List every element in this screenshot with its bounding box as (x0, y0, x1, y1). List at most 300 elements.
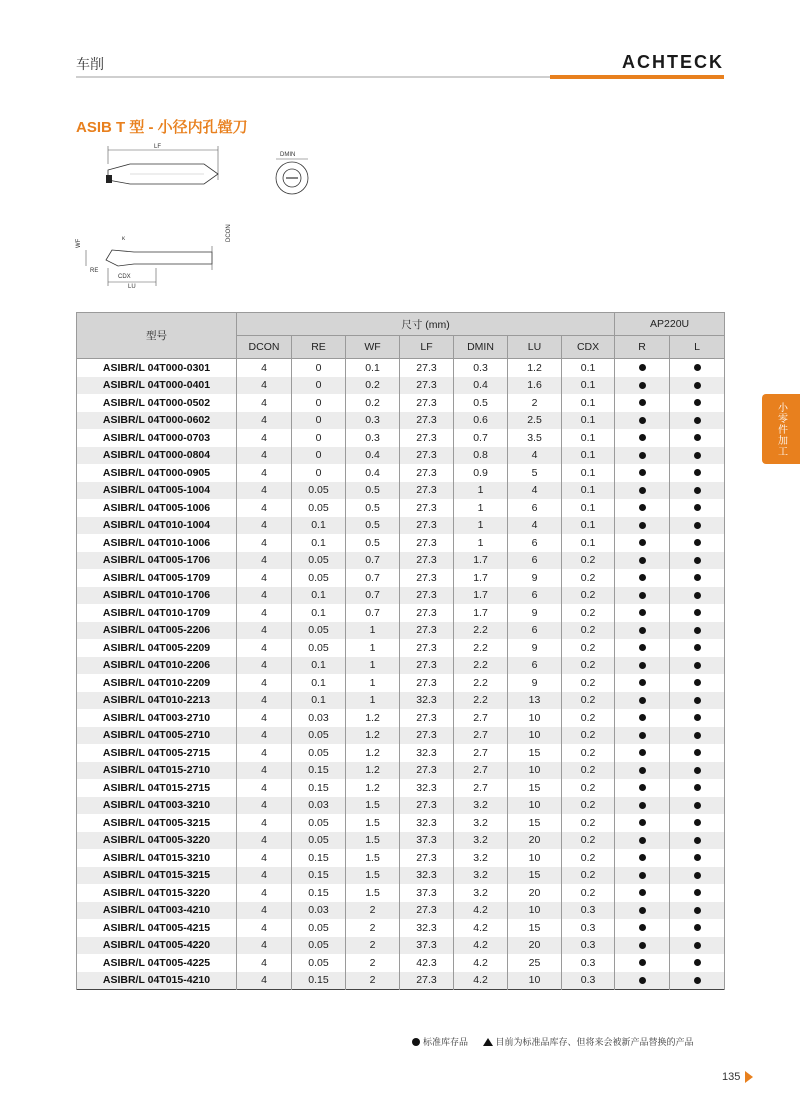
table-row (77, 832, 725, 850)
model-cell: ASIBR/L 04T005-4225 (77, 954, 237, 972)
stock-dot-icon (694, 959, 701, 966)
value-cell: 0.3 (562, 954, 615, 972)
stock-dot-icon (639, 557, 646, 564)
value-cell: 1.5 (346, 797, 400, 815)
grade-r-cell (615, 482, 670, 500)
value-cell: 0 (292, 394, 346, 412)
stock-dot-icon (694, 662, 701, 669)
value-cell: 32.3 (400, 867, 454, 885)
table-row (77, 867, 725, 885)
model-cell: ASIBR/L 04T005-1709 (77, 569, 237, 587)
stock-dot-icon (694, 557, 701, 564)
model-cell: ASIBR/L 04T010-2213 (77, 692, 237, 710)
value-cell: 37.3 (400, 884, 454, 902)
stock-dot-icon (694, 697, 701, 704)
value-cell: 1.6 (508, 377, 562, 395)
table-row (77, 972, 725, 990)
value-cell: 0.2 (562, 622, 615, 640)
value-cell: 1.5 (346, 849, 400, 867)
value-cell: 0 (292, 464, 346, 482)
table-row (77, 919, 725, 937)
value-cell: 27.3 (400, 587, 454, 605)
grade-l-cell (670, 902, 725, 920)
stock-dot-icon (694, 732, 701, 739)
grade-l-cell (670, 569, 725, 587)
stock-dot-icon (694, 679, 701, 686)
value-cell: 2.7 (454, 709, 508, 727)
value-cell: 0.05 (292, 727, 346, 745)
value-cell: 10 (508, 762, 562, 780)
table-row (77, 359, 725, 377)
value-cell: 0.2 (562, 657, 615, 675)
model-cell: ASIBR/L 04T003-2710 (77, 709, 237, 727)
col-header-lu: LU (508, 336, 562, 359)
tool-detail-diagram (72, 224, 242, 296)
stock-dot-icon (639, 837, 646, 844)
value-cell: 6 (508, 657, 562, 675)
value-cell: 0.7 (454, 429, 508, 447)
model-cell: ASIBR/L 04T000-0301 (77, 359, 237, 377)
value-cell: 0.1 (562, 359, 615, 377)
grade-l-cell (670, 657, 725, 675)
grade-l-cell (670, 832, 725, 850)
value-cell: 10 (508, 972, 562, 990)
stock-dot-icon (639, 679, 646, 686)
value-cell: 0.2 (562, 762, 615, 780)
page-number: 135 (722, 1071, 741, 1083)
grade-l-cell (670, 727, 725, 745)
grade-l-cell (670, 412, 725, 430)
stock-dot-icon (694, 364, 701, 371)
value-cell: 4 (237, 517, 292, 535)
lf-label: LF (154, 144, 162, 150)
value-cell: 0.2 (562, 814, 615, 832)
table-row (77, 587, 725, 605)
grade-r-cell (615, 867, 670, 885)
value-cell: 1 (454, 499, 508, 517)
value-cell: 27.3 (400, 709, 454, 727)
grade-r-cell (615, 657, 670, 675)
stock-dot-icon (694, 592, 701, 599)
model-cell: ASIBR/L 04T015-2710 (77, 762, 237, 780)
value-cell: 27.3 (400, 674, 454, 692)
value-cell: 1 (346, 639, 400, 657)
table-row (77, 517, 725, 535)
value-cell: 4 (237, 797, 292, 815)
grade-r-cell (615, 779, 670, 797)
value-cell: 2.2 (454, 692, 508, 710)
table-row (77, 709, 725, 727)
value-cell: 4 (237, 762, 292, 780)
value-cell: 0.15 (292, 884, 346, 902)
stock-dot-icon (639, 627, 646, 634)
grade-l-cell (670, 919, 725, 937)
grade-l-cell (670, 552, 725, 570)
value-cell: 42.3 (400, 954, 454, 972)
grade-r-cell (615, 412, 670, 430)
stock-dot-icon (639, 802, 646, 809)
value-cell: 4 (237, 359, 292, 377)
value-cell: 9 (508, 639, 562, 657)
value-cell: 0.2 (562, 884, 615, 902)
grade-r-cell (615, 814, 670, 832)
value-cell: 0.1 (346, 359, 400, 377)
model-cell: ASIBR/L 04T000-0401 (77, 377, 237, 395)
value-cell: 4 (237, 832, 292, 850)
legend-stock: 标准库存品 (423, 1037, 469, 1047)
table-row (77, 534, 725, 552)
grade-r-cell (615, 744, 670, 762)
value-cell: 0.2 (562, 797, 615, 815)
value-cell: 2 (346, 937, 400, 955)
value-cell: 1.5 (346, 884, 400, 902)
table-row (77, 762, 725, 780)
header-rule (76, 76, 550, 78)
stock-dot-icon (694, 767, 701, 774)
table-row (77, 464, 725, 482)
stock-dot-icon (694, 942, 701, 949)
col-header-cdx: CDX (562, 336, 615, 359)
value-cell: 0.15 (292, 779, 346, 797)
model-cell: ASIBR/L 04T010-2209 (77, 674, 237, 692)
table-row (77, 447, 725, 465)
replaced-triangle-icon (483, 1038, 493, 1046)
value-cell: 2 (346, 919, 400, 937)
value-cell: 0.2 (346, 394, 400, 412)
value-cell: 0 (292, 412, 346, 430)
value-cell: 4 (237, 394, 292, 412)
col-header-r: R (615, 336, 670, 359)
value-cell: 0.2 (562, 674, 615, 692)
grade-r-cell (615, 674, 670, 692)
grade-r-cell (615, 954, 670, 972)
value-cell: 27.3 (400, 797, 454, 815)
value-cell: 4 (237, 849, 292, 867)
value-cell: 1 (454, 534, 508, 552)
kr-label: κ (122, 236, 125, 242)
lu-label: LU (128, 284, 136, 290)
stock-dot-icon (639, 644, 646, 651)
model-cell: ASIBR/L 04T010-1706 (77, 587, 237, 605)
value-cell: 4 (508, 517, 562, 535)
value-cell: 27.3 (400, 429, 454, 447)
stock-dot-icon (639, 714, 646, 721)
value-cell: 0.2 (562, 587, 615, 605)
section-category: 车削 (76, 56, 104, 72)
stock-dot-icon (639, 907, 646, 914)
col-header-dimensions: 尺寸 (mm) (237, 313, 615, 336)
grade-l-cell (670, 779, 725, 797)
value-cell: 2.2 (454, 622, 508, 640)
grade-l-cell (670, 517, 725, 535)
value-cell: 1 (346, 674, 400, 692)
value-cell: 4 (237, 692, 292, 710)
side-tab-small-parts[interactable]: 小零件加工 (762, 394, 800, 464)
value-cell: 4 (237, 639, 292, 657)
model-cell: ASIBR/L 04T000-0804 (77, 447, 237, 465)
table-row (77, 937, 725, 955)
value-cell: 10 (508, 709, 562, 727)
value-cell: 4 (237, 972, 292, 990)
table-row (77, 429, 725, 447)
grade-l-cell (670, 429, 725, 447)
value-cell: 0.7 (346, 552, 400, 570)
table-row (77, 499, 725, 517)
stock-dot-icon (694, 802, 701, 809)
tool-end-view-diagram (268, 148, 318, 198)
value-cell: 0.2 (562, 744, 615, 762)
value-cell: 0.15 (292, 972, 346, 990)
stock-dot-icon (639, 382, 646, 389)
value-cell: 32.3 (400, 814, 454, 832)
stock-dot-icon (694, 522, 701, 529)
table-row (77, 954, 725, 972)
stock-dot-icon (639, 854, 646, 861)
value-cell: 0.2 (562, 552, 615, 570)
grade-r-cell (615, 429, 670, 447)
stock-dot-icon (694, 539, 701, 546)
cdx-label: CDX (118, 274, 131, 280)
value-cell: 0.2 (562, 709, 615, 727)
grade-l-cell (670, 587, 725, 605)
model-cell: ASIBR/L 04T003-4210 (77, 902, 237, 920)
value-cell: 27.3 (400, 517, 454, 535)
value-cell: 4 (237, 919, 292, 937)
table-row (77, 412, 725, 430)
page-title: ASIB T 型 - 小径内孔镗刀 (76, 119, 248, 136)
stock-dot-icon (694, 819, 701, 826)
value-cell: 0.05 (292, 937, 346, 955)
grade-l-cell (670, 867, 725, 885)
grade-l-cell (670, 884, 725, 902)
grade-r-cell (615, 447, 670, 465)
grade-r-cell (615, 394, 670, 412)
value-cell: 0.1 (562, 412, 615, 430)
stock-dot-icon (694, 837, 701, 844)
value-cell: 0.15 (292, 867, 346, 885)
value-cell: 2 (346, 972, 400, 990)
value-cell: 0.1 (562, 517, 615, 535)
value-cell: 4 (237, 552, 292, 570)
value-cell: 27.3 (400, 552, 454, 570)
table-row (77, 482, 725, 500)
stock-dot-icon (639, 767, 646, 774)
grade-r-cell (615, 464, 670, 482)
value-cell: 3.5 (508, 429, 562, 447)
value-cell: 0 (292, 377, 346, 395)
value-cell: 27.3 (400, 849, 454, 867)
stock-dot-icon (694, 644, 701, 651)
tool-side-view-diagram (100, 140, 230, 200)
value-cell: 4 (237, 814, 292, 832)
grade-r-cell (615, 552, 670, 570)
model-cell: ASIBR/L 04T005-1706 (77, 552, 237, 570)
value-cell: 10 (508, 849, 562, 867)
grade-r-cell (615, 569, 670, 587)
grade-l-cell (670, 394, 725, 412)
value-cell: 1 (346, 657, 400, 675)
grade-l-cell (670, 972, 725, 990)
value-cell: 0.3 (346, 412, 400, 430)
value-cell: 0.3 (562, 937, 615, 955)
stock-dot-icon (694, 434, 701, 441)
value-cell: 9 (508, 569, 562, 587)
value-cell: 1.5 (346, 814, 400, 832)
value-cell: 0.3 (562, 972, 615, 990)
value-cell: 0.05 (292, 569, 346, 587)
model-cell: ASIBR/L 04T005-4220 (77, 937, 237, 955)
value-cell: 1 (454, 482, 508, 500)
value-cell: 0.05 (292, 954, 346, 972)
grade-r-cell (615, 639, 670, 657)
grade-r-cell (615, 919, 670, 937)
value-cell: 0.05 (292, 919, 346, 937)
value-cell: 0.2 (562, 849, 615, 867)
value-cell: 0.2 (562, 692, 615, 710)
stock-dot-icon (694, 382, 701, 389)
grade-l-cell (670, 674, 725, 692)
value-cell: 3.2 (454, 867, 508, 885)
stock-dot-icon (639, 872, 646, 879)
grade-r-cell (615, 937, 670, 955)
stock-dot-icon (694, 889, 701, 896)
value-cell: 2 (346, 902, 400, 920)
value-cell: 15 (508, 867, 562, 885)
stock-dot-icon (694, 627, 701, 634)
model-cell: ASIBR/L 04T005-2710 (77, 727, 237, 745)
next-page-arrow-icon[interactable] (745, 1071, 753, 1083)
value-cell: 6 (508, 587, 562, 605)
grade-r-cell (615, 377, 670, 395)
value-cell: 4 (237, 622, 292, 640)
value-cell: 0.2 (562, 639, 615, 657)
value-cell: 4 (237, 709, 292, 727)
value-cell: 20 (508, 832, 562, 850)
stock-dot-icon (639, 942, 646, 949)
stock-dot-icon (639, 889, 646, 896)
value-cell: 27.3 (400, 972, 454, 990)
stock-dot-icon (639, 609, 646, 616)
table-row (77, 674, 725, 692)
stock-dot-icon (639, 539, 646, 546)
value-cell: 32.3 (400, 919, 454, 937)
value-cell: 0.05 (292, 639, 346, 657)
stock-dot-icon (412, 1038, 420, 1046)
stock-dot-icon (694, 609, 701, 616)
table-row (77, 727, 725, 745)
grade-l-cell (670, 692, 725, 710)
grade-l-cell (670, 534, 725, 552)
grade-r-cell (615, 604, 670, 622)
value-cell: 0 (292, 359, 346, 377)
model-cell: ASIBR/L 04T015-3220 (77, 884, 237, 902)
value-cell: 15 (508, 919, 562, 937)
value-cell: 4 (237, 744, 292, 762)
value-cell: 4.2 (454, 919, 508, 937)
value-cell: 3.2 (454, 832, 508, 850)
value-cell: 4.2 (454, 902, 508, 920)
value-cell: 6 (508, 622, 562, 640)
grade-r-cell (615, 849, 670, 867)
value-cell: 0.4 (454, 377, 508, 395)
value-cell: 15 (508, 744, 562, 762)
value-cell: 0.3 (346, 429, 400, 447)
value-cell: 15 (508, 779, 562, 797)
value-cell: 0.1 (292, 674, 346, 692)
col-header-re: RE (292, 336, 346, 359)
grade-r-cell (615, 499, 670, 517)
value-cell: 5 (508, 464, 562, 482)
value-cell: 27.3 (400, 377, 454, 395)
re-label: RE (90, 268, 99, 274)
value-cell: 27.3 (400, 447, 454, 465)
value-cell: 0.2 (562, 867, 615, 885)
stock-dot-icon (694, 977, 701, 984)
stock-dot-icon (639, 364, 646, 371)
grade-l-cell (670, 814, 725, 832)
value-cell: 0.05 (292, 622, 346, 640)
grade-l-cell (670, 709, 725, 727)
value-cell: 6 (508, 499, 562, 517)
value-cell: 0.03 (292, 797, 346, 815)
value-cell: 4.2 (454, 954, 508, 972)
value-cell: 4.2 (454, 972, 508, 990)
value-cell: 0.03 (292, 902, 346, 920)
value-cell: 0.1 (562, 534, 615, 552)
table-row (77, 744, 725, 762)
model-cell: ASIBR/L 04T000-0502 (77, 394, 237, 412)
wf-label: WF (76, 238, 82, 248)
grade-l-cell (670, 954, 725, 972)
value-cell: 0.2 (562, 832, 615, 850)
value-cell: 3.2 (454, 797, 508, 815)
value-cell: 0.5 (346, 534, 400, 552)
stock-dot-icon (694, 872, 701, 879)
value-cell: 6 (508, 534, 562, 552)
col-header-grade: AP220U (615, 313, 725, 336)
value-cell: 37.3 (400, 937, 454, 955)
grade-r-cell (615, 797, 670, 815)
stock-dot-icon (639, 399, 646, 406)
grade-r-cell (615, 622, 670, 640)
model-cell: ASIBR/L 04T005-2715 (77, 744, 237, 762)
spec-table (76, 312, 725, 990)
table-row (77, 552, 725, 570)
value-cell: 27.3 (400, 412, 454, 430)
value-cell: 15 (508, 814, 562, 832)
model-cell: ASIBR/L 04T010-1004 (77, 517, 237, 535)
value-cell: 0.1 (292, 692, 346, 710)
table-row (77, 394, 725, 412)
stock-dot-icon (639, 749, 646, 756)
value-cell: 4 (237, 884, 292, 902)
table-row (77, 902, 725, 920)
stock-dot-icon (639, 732, 646, 739)
model-cell: ASIBR/L 04T005-1004 (77, 482, 237, 500)
value-cell: 0.5 (346, 517, 400, 535)
value-cell: 4 (237, 412, 292, 430)
value-cell: 1.2 (346, 727, 400, 745)
col-header-wf: WF (346, 336, 400, 359)
grade-r-cell (615, 709, 670, 727)
grade-r-cell (615, 832, 670, 850)
stock-dot-icon (639, 662, 646, 669)
model-cell: ASIBR/L 04T015-3215 (77, 867, 237, 885)
value-cell: 2.5 (508, 412, 562, 430)
value-cell: 27.3 (400, 394, 454, 412)
grade-r-cell (615, 587, 670, 605)
value-cell: 3.2 (454, 814, 508, 832)
